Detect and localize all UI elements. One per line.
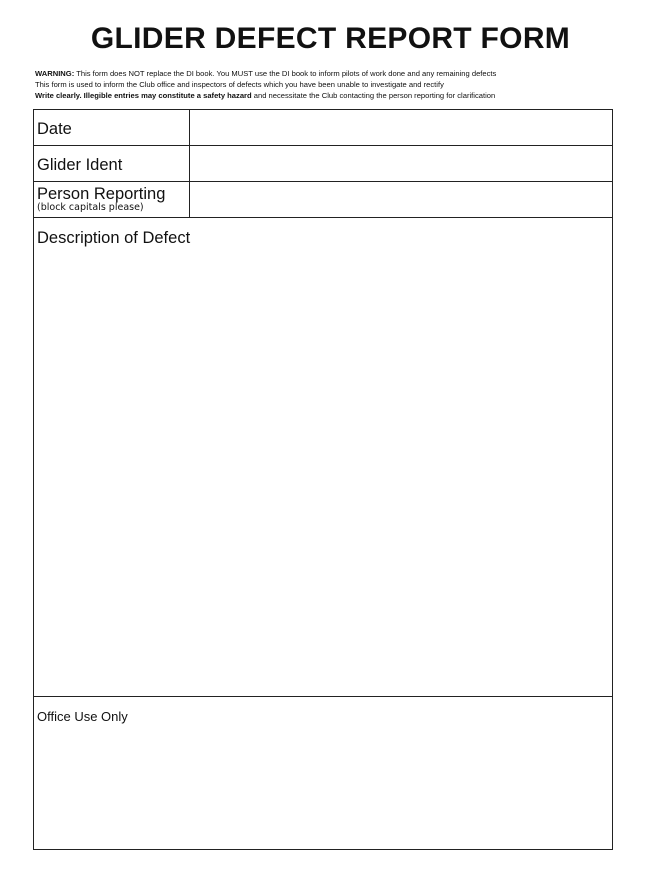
description-of-defect-area[interactable] xyxy=(34,218,612,697)
date-label-cell xyxy=(34,110,190,145)
defect-report-table xyxy=(33,109,613,850)
person-reporting-label: Person Reporting xyxy=(37,185,166,203)
glider-ident-row xyxy=(34,146,612,182)
date-field[interactable] xyxy=(190,110,612,145)
form-title: GLIDER DEFECT REPORT FORM xyxy=(90,22,571,55)
block-capitals-hint: (block capitals please) xyxy=(37,202,144,213)
warning-label: WARNING: xyxy=(35,69,75,78)
glider-ident-label-cell xyxy=(34,146,190,181)
glider-ident-field[interactable] xyxy=(190,146,612,181)
warning-line-1 xyxy=(35,68,635,79)
warning-line-3 xyxy=(35,90,635,101)
office-use-only-area[interactable] xyxy=(34,697,612,849)
warning-text: This form does NOT replace the DI book. You MUST use the DI book to inform pilots of work done and any remaining defects xyxy=(74,69,497,78)
date-label: Date xyxy=(37,120,72,138)
write-clearly-notice: Write clearly. Illegible entries may constitute a safety hazard xyxy=(35,91,252,100)
clarification-text: and necessitate the Club contacting the person reporting for clarification xyxy=(251,91,496,100)
person-reporting-label-cell xyxy=(34,182,190,217)
warning-notice xyxy=(35,68,635,101)
office-use-only-label: Office Use Only xyxy=(37,709,128,724)
warning-line-2: This form is used to inform the Club office and inspectors of defects which you have been unable to investigate and rectify xyxy=(35,80,444,89)
description-of-defect-label: Description of Defect xyxy=(37,229,191,247)
person-reporting-row xyxy=(34,182,612,218)
person-reporting-field[interactable] xyxy=(190,182,612,217)
glider-ident-label: Glider Ident xyxy=(37,156,123,174)
date-row xyxy=(34,110,612,146)
